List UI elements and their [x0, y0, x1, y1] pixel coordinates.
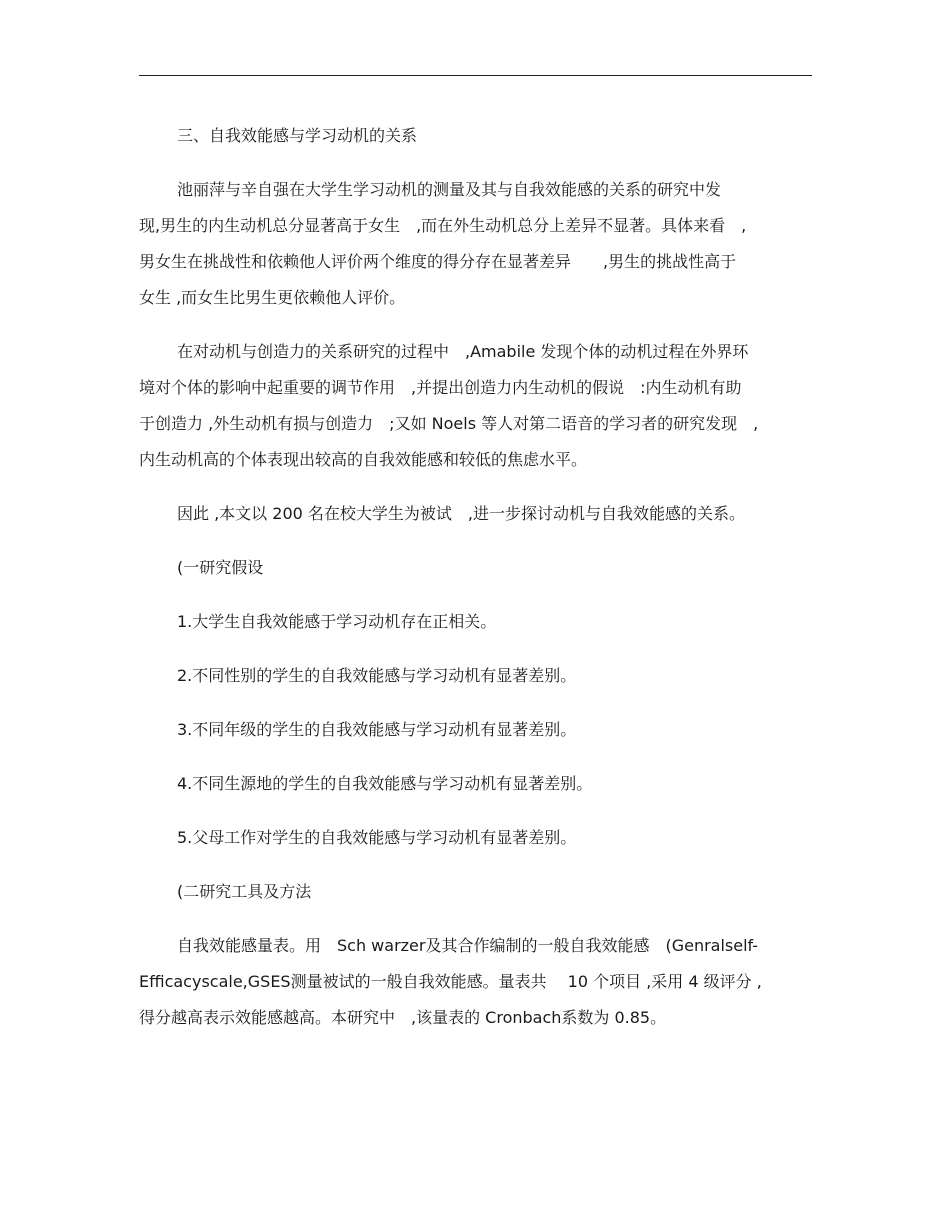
hypothesis-item: 1.大学生自我效能感于学习动机存在正相关。	[177, 612, 497, 631]
text-line: 在对动机与创造力的关系研究的过程中 ,Amabile 发现个体的动机过程在外界环	[177, 342, 749, 361]
text-line: 内生动机高的个体表现出较高的自我效能感和较低的焦虑水平。	[139, 450, 588, 469]
text-line: 于创造力 ,外生动机有损与创造力 ;又如 Noels 等人对第二语音的学习者的研究发现 ,	[139, 414, 759, 433]
text-line: 池丽萍与辛自强在大学生学习动机的测量及其与自我效能感的关系的研究中发	[177, 180, 722, 199]
paragraph-4	[139, 928, 812, 1036]
text-line: 因此 ,本文以 200 名在校大学生为被试 ,进一步探讨动机与自我效能感的关系。	[177, 504, 745, 523]
text-line: 境对个体的影响中起重要的调节作用 ,并提出创造力内生动机的假说 :内生动机有助	[139, 378, 742, 397]
hypothesis-item: 5.父母工作对学生的自我效能感与学习动机有显著差别。	[177, 828, 577, 847]
paragraph-3	[139, 496, 812, 532]
text-line: 男女生在挑战性和依赖他人评价两个维度的得分存在显著差异 ,男生的挑战性高于	[139, 252, 737, 271]
text-line: 现,男生的内生动机总分显著高于女生 ,而在外生动机总分上差异不显著。具体来看 ,	[139, 216, 747, 235]
subsection-title-methods: (二研究工具及方法	[177, 882, 312, 901]
hypothesis-item: 2.不同性别的学生的自我效能感与学习动机有显著差别。	[177, 666, 577, 685]
text-line: Efficacyscale,GSES测量被试的一般自我效能感。量表共 10 个项目 ,采用 4 级评分 ,	[139, 972, 762, 991]
subsection-title-hypotheses: (一研究假设	[177, 558, 264, 577]
document-body	[139, 118, 812, 1036]
paragraph-1	[139, 172, 812, 316]
paragraph-2	[139, 334, 812, 478]
hypothesis-item: 4.不同生源地的学生的自我效能感与学习动机有显著差别。	[177, 774, 593, 793]
text-line: 女生 ,而女生比男生更依赖他人评价。	[139, 288, 406, 307]
header-rule	[139, 75, 812, 76]
text-line: 自我效能感量表。用 Sch warzer及其合作编制的一般自我效能感 (Genralself-	[177, 936, 759, 955]
hypothesis-item: 3.不同年级的学生的自我效能感与学习动机有显著差别。	[177, 720, 577, 739]
text-line: 得分越高表示效能感越高。本研究中 ,该量表的 Cronbach系数为 0.85。	[139, 1008, 667, 1027]
section-title: 三、自我效能感与学习动机的关系	[177, 126, 418, 145]
